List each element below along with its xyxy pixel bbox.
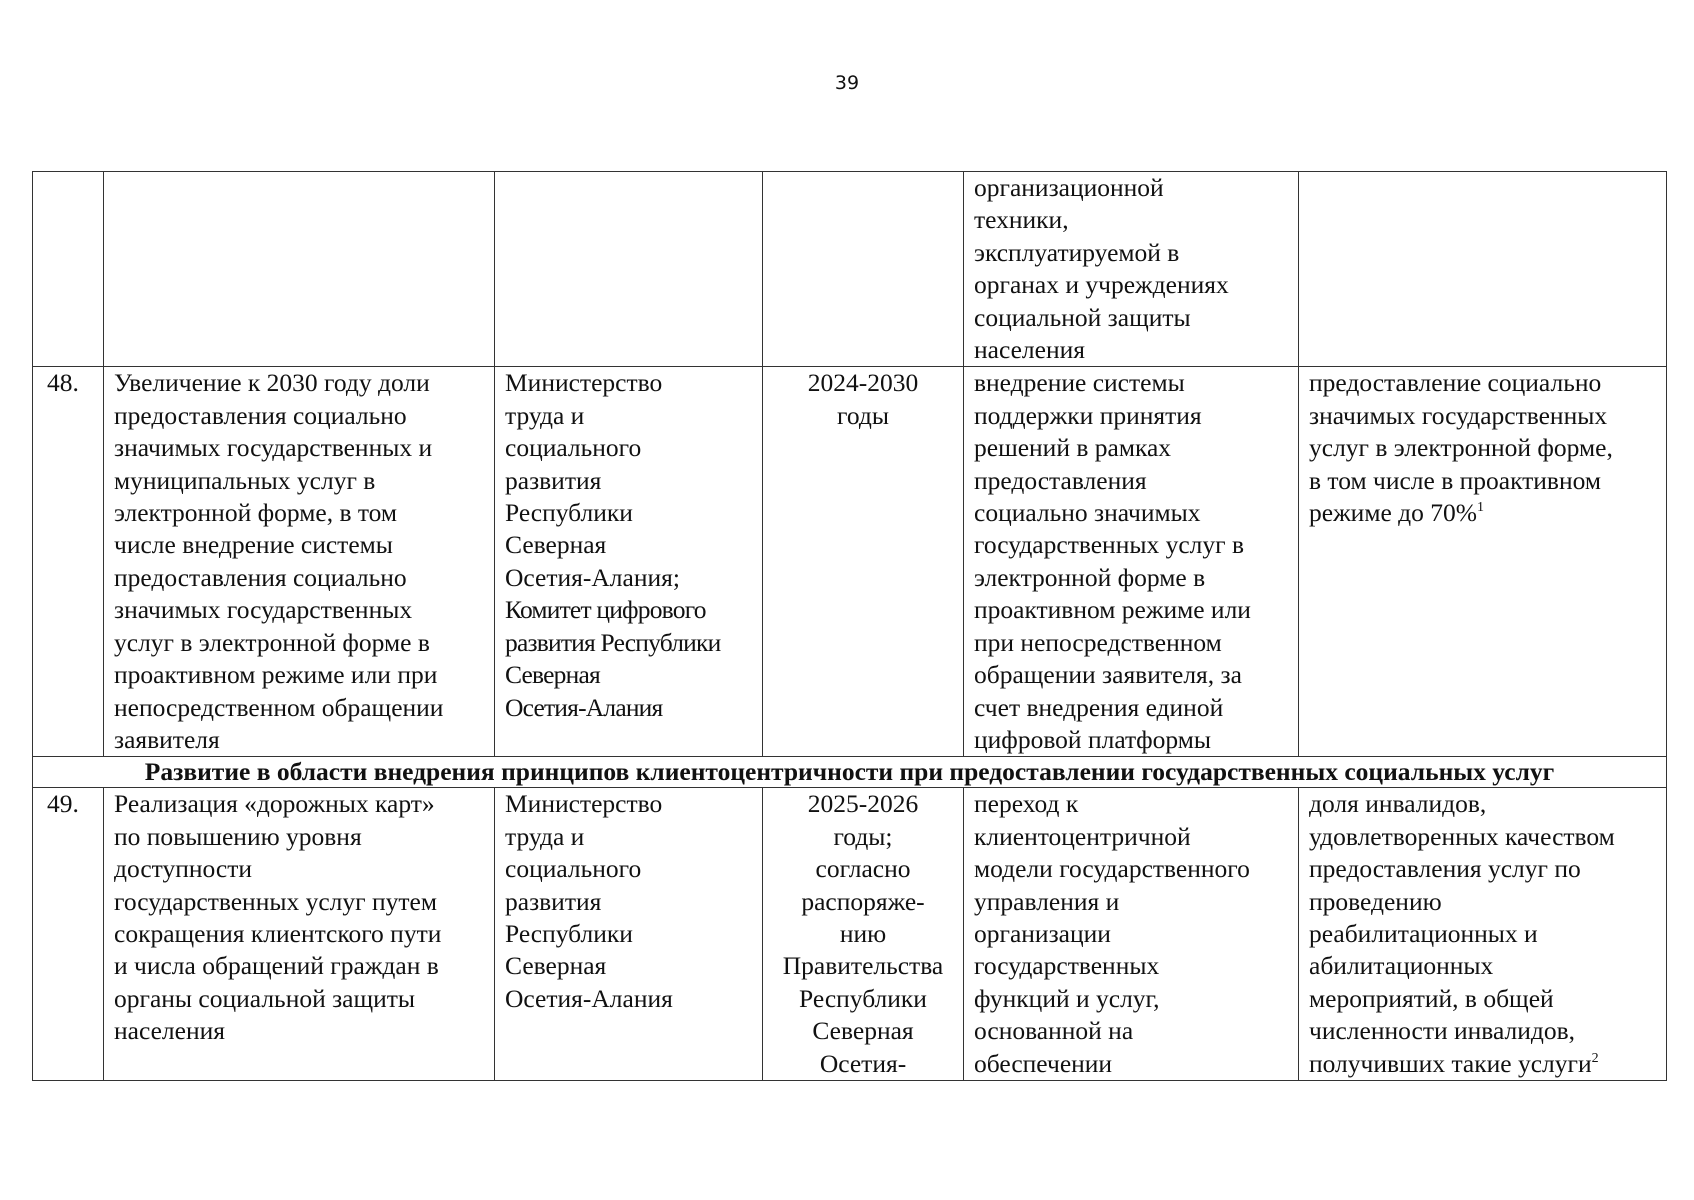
indicator-text: предоставление социально значимых государственных услуг в электронной форме, в том числе в проактивном режиме до 70%$^1$ <box>1309 368 1613 528</box>
result-text: внедрение системы поддержки принятия решений в рамках предоставления социально значимых государственных услуг в электронной форме в проактивном режиме или при непосредственном обращении заявителя, за счет внедрения единой цифровой платформы <box>974 368 1251 754</box>
indicator-cell <box>1299 788 1667 1081</box>
section-heading: Развитие в области внедрения принципов клиентоцентричности при предоставлении государственных социальных услуг <box>33 757 1667 788</box>
period-cell <box>763 367 964 757</box>
row-number-cell <box>33 788 104 1081</box>
footnote-marker: 2 <box>1591 1050 1599 1066</box>
indicator-text: доля инвалидов, удовлетворенных качеством предоставления услуг по проведению реабилитационных и абилитационных мероприятий, в общей численности инвалидов, получивших такие услуги$^2$ <box>1309 789 1615 1078</box>
measure-text: Увеличение к 2030 году доли предоставления социально значимых государственных и муниципальных услуг в электронной форме, в том числе внедрение системы предоставления социально значимых государственных услуг в электронной форме в проактивном режиме или при непосредственном обращении заявителя <box>114 368 444 754</box>
period-cell <box>763 788 964 1081</box>
footnote-marker: 1 <box>1477 500 1485 516</box>
result-text: переход к клиентоцентричной модели государственного управления и организации государственных функций и услуг, основанной на обеспечении <box>974 789 1250 1078</box>
measures-table <box>32 171 1667 1081</box>
row-number: 49. <box>47 789 79 819</box>
table-row-49 <box>33 788 1667 1081</box>
executor-text: Министерство труда и социального развития Республики Северная Осетия-Алания; <box>505 368 680 592</box>
indicator-cell <box>1299 367 1667 757</box>
period-text: 2025-2026 годы; согласно распоряже- нию Правительства Республики Северная Осетия- <box>782 789 944 1078</box>
section-heading-row <box>33 757 1667 788</box>
period-text: 2024-2030 годы <box>807 368 919 430</box>
executor-cell <box>495 367 763 757</box>
indicator-cell <box>1299 172 1667 367</box>
table-row-continuation <box>33 172 1667 367</box>
measure-cell <box>104 788 495 1081</box>
measure-cell <box>104 172 495 367</box>
measure-text: Реализация «дорожных карт» по повышению уровня доступности государственных услуг путем сокращения клиентского пути и числа обращений граждан в органы социальной защиты населения <box>114 789 442 1046</box>
table-row-48 <box>33 367 1667 757</box>
row-number: 48. <box>47 368 79 398</box>
row-number-cell <box>33 172 104 367</box>
result-cell <box>964 172 1299 367</box>
executor-cell <box>495 788 763 1081</box>
measure-cell <box>104 367 495 757</box>
executor-text: Министерство труда и социального развития Республики Северная Осетия-Алания <box>505 789 673 1013</box>
executor-second-text: Комитет цифрового развития Республики Северная Осетия-Алания <box>505 595 721 722</box>
result-text: организационной техники, эксплуатируемой в органах и учреждениях социальной защиты населения <box>974 173 1229 365</box>
executor-cell <box>495 172 763 367</box>
row-number-cell <box>33 367 104 757</box>
result-cell <box>964 788 1299 1081</box>
period-cell <box>763 172 964 367</box>
page-number: 39 <box>834 72 860 94</box>
result-cell <box>964 367 1299 757</box>
